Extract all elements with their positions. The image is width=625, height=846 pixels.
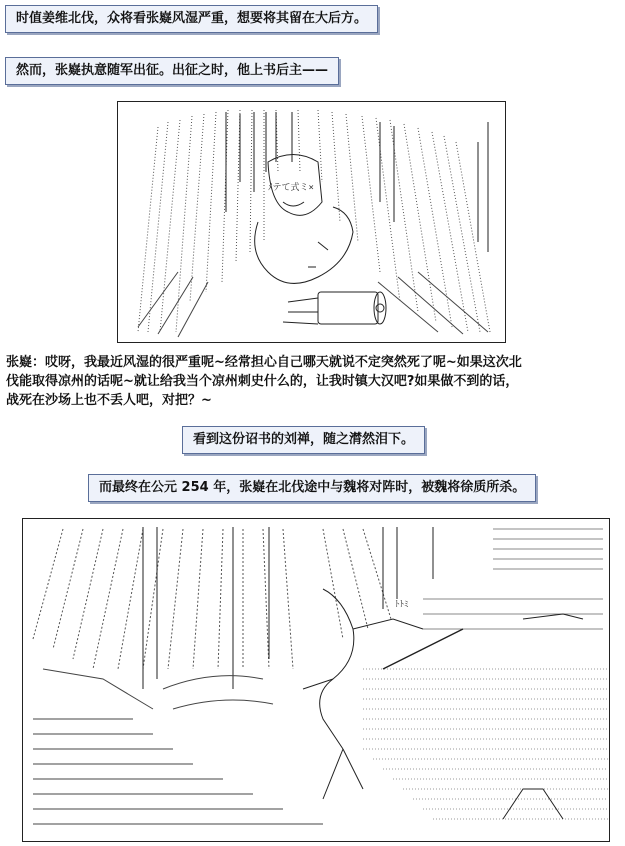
- ascii-art-panel-letter: [117, 101, 506, 343]
- caption-text-4: 而最终在公元 254 年，张嶷在北伐途中与魏将对阵时，被魏将徐质所杀。: [99, 480, 526, 495]
- caption-text-3: 看到这份诏书的刘禅，随之潸然泪下。: [193, 432, 415, 447]
- dialogue-line-3: 战死在沙场上也不丢人吧，对把？~: [6, 393, 212, 408]
- caption-box-4: [88, 474, 536, 502]
- caption-box-3: [182, 426, 425, 454]
- caption-text-2: 然而，张嶷执意随军出征。出征之时，他上书后主——: [16, 63, 329, 78]
- dialogue-line-1: 张嶷：哎呀，我最近风湿的很严重呢~经常担心自己哪天就说不定突然死了呢~如果这次北: [6, 355, 522, 370]
- caption-text-1: 时值姜维北伐，众将看张嶷风湿严重，想要将其留在大后方。: [16, 11, 368, 26]
- caption-box-1: [5, 5, 378, 33]
- ascii-art-label-2: ﾄﾄﾐ: [395, 600, 409, 610]
- dialogue-block: [6, 353, 621, 410]
- caption-box-2: [5, 57, 339, 85]
- ascii-art-drawing-1: [118, 102, 505, 342]
- dialogue-line-2: 伐能取得凉州的话呢~就让给我当个凉州刺史什么的，让我时镇大汉吧?如果做不到的话，: [6, 374, 519, 389]
- ascii-art-label-1: ﾒテて式ミ×: [268, 183, 314, 193]
- dialogue-speaker: 张嶷：: [6, 355, 46, 370]
- ascii-art-panel-battle: [22, 518, 610, 842]
- ascii-art-drawing-2: [23, 519, 609, 841]
